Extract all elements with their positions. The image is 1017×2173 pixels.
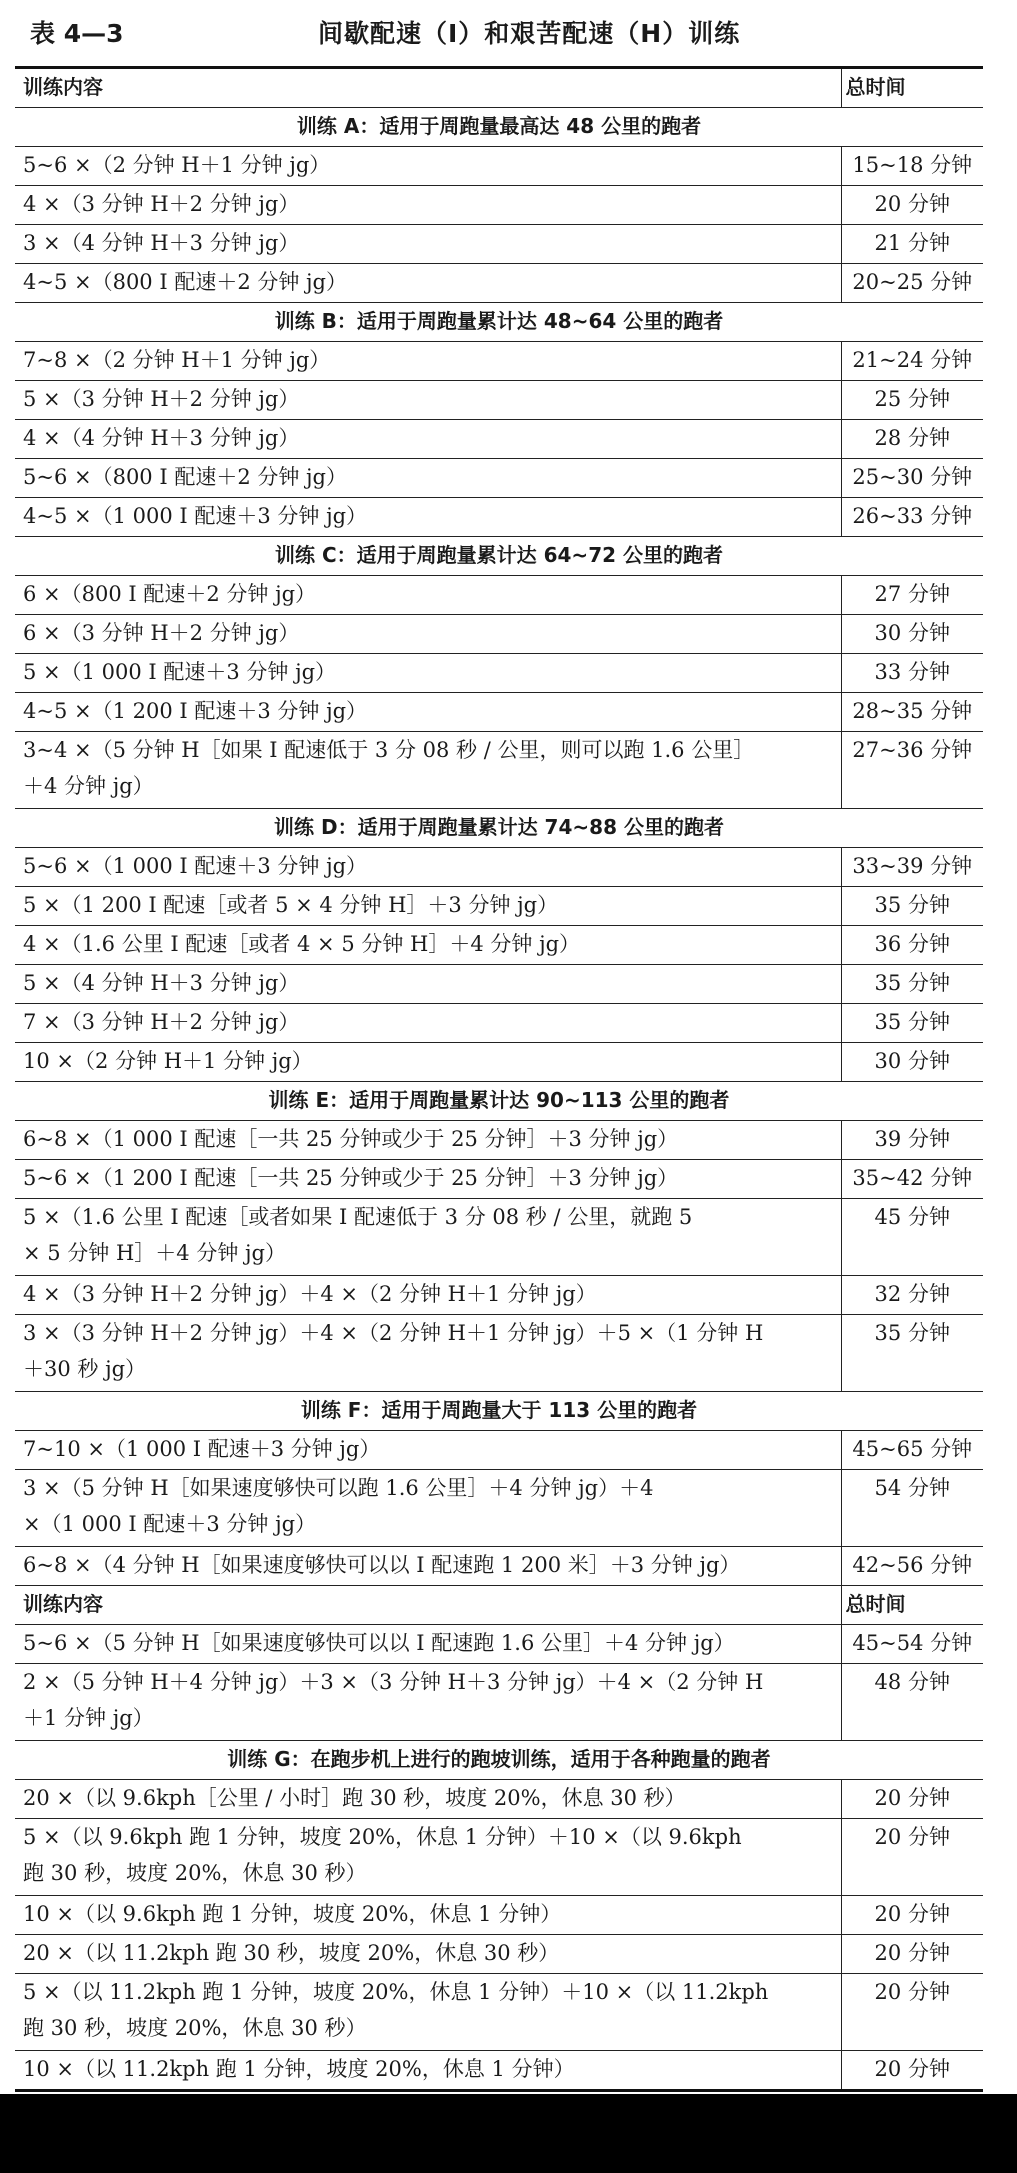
training-content: 5 ×（以 11.2kph 跑 1 分钟，坡度 20%，休息 1 分钟）＋10 ×（以 11.2kph — [23, 1980, 769, 2004]
table-row — [15, 420, 983, 459]
training-content-continued: ＋4 分钟 jg） — [23, 774, 154, 798]
training-content-cell — [15, 848, 841, 887]
table-row — [15, 2051, 983, 2091]
table-number: 表 4—3 — [30, 19, 124, 48]
total-time: 30 分钟 — [841, 1043, 983, 1082]
training-content-cell — [15, 965, 841, 1004]
training-content-cell — [15, 459, 841, 498]
training-content: 7 ×（3 分钟 H＋2 分钟 jg） — [23, 1010, 300, 1034]
group-title-row — [15, 1392, 983, 1431]
training-content: 5 ×（3 分钟 H＋2 分钟 jg） — [23, 387, 300, 411]
training-content-cell — [15, 654, 841, 693]
total-time: 45~54 分钟 — [841, 1625, 983, 1664]
total-time: 20 分钟 — [841, 1819, 983, 1896]
training-content-cell — [15, 1935, 841, 1974]
table-row — [15, 848, 983, 887]
repeated-header-row — [15, 1586, 983, 1625]
total-time: 21~24 分钟 — [841, 342, 983, 381]
total-time: 45~65 分钟 — [841, 1431, 983, 1470]
total-time: 30 分钟 — [841, 615, 983, 654]
group-title: 训练 A：适用于周跑量最高达 48 公里的跑者 — [15, 108, 983, 147]
training-content-cell — [15, 498, 841, 537]
training-content-cell — [15, 1004, 841, 1043]
training-content-continued: ×（1 000 I 配速＋3 分钟 jg） — [23, 1512, 317, 1536]
table-row — [15, 342, 983, 381]
training-content-cell — [15, 1121, 841, 1160]
training-content: 3~4 ×（5 分钟 H［如果 I 配速低于 3 分 08 秒 / 公里，则可以跑 1.6 公里］ — [23, 738, 755, 762]
table-row — [15, 1625, 983, 1664]
table-row — [15, 1199, 983, 1276]
total-time: 28~35 分钟 — [841, 693, 983, 732]
training-content: 5 ×（以 9.6kph 跑 1 分钟，坡度 20%，休息 1 分钟）＋10 ×（以 9.6kph — [23, 1825, 742, 1849]
training-content-cell — [15, 381, 841, 420]
total-time: 20~25 分钟 — [841, 264, 983, 303]
training-content: 3 ×（4 分钟 H＋3 分钟 jg） — [23, 231, 300, 255]
total-time: 20 分钟 — [841, 2051, 983, 2091]
total-time: 25 分钟 — [841, 381, 983, 420]
training-content-continued: ＋1 分钟 jg） — [23, 1706, 154, 1730]
table-row — [15, 1664, 983, 1741]
training-content-cell — [15, 693, 841, 732]
training-content-cell — [15, 1625, 841, 1664]
training-content: 10 ×（2 分钟 H＋1 分钟 jg） — [23, 1049, 313, 1073]
table-row — [15, 1470, 983, 1547]
training-content: 10 ×（以 9.6kph 跑 1 分钟，坡度 20%，休息 1 分钟） — [23, 1902, 562, 1926]
training-content-cell — [15, 1315, 841, 1392]
table-row — [15, 1780, 983, 1819]
total-time: 33~39 分钟 — [841, 848, 983, 887]
training-content-cell — [15, 1276, 841, 1315]
group-title: 训练 E：适用于周跑量累计达 90~113 公里的跑者 — [15, 1082, 983, 1121]
training-content-cell — [15, 576, 841, 615]
total-time: 25~30 分钟 — [841, 459, 983, 498]
total-time: 35 分钟 — [841, 1004, 983, 1043]
group-title-row — [15, 1741, 983, 1780]
header-content: 训练内容 — [15, 1586, 841, 1625]
training-content: 5~6 ×（5 分钟 H［如果速度够快可以以 I 配速跑 1.6 公里］＋4 分钟 jg） — [23, 1631, 735, 1655]
training-content: 5~6 ×（800 I 配速＋2 分钟 jg） — [23, 465, 347, 489]
training-content-cell — [15, 2051, 841, 2091]
training-content-continued: 跑 30 秒，坡度 20%，休息 30 秒） — [23, 1861, 367, 1885]
header-time: 总时间 — [841, 1586, 983, 1625]
table-row — [15, 459, 983, 498]
training-content-cell — [15, 342, 841, 381]
table-row — [15, 1819, 983, 1896]
total-time: 36 分钟 — [841, 926, 983, 965]
training-table-body — [15, 68, 983, 2091]
training-content: 6~8 ×（4 分钟 H［如果速度够快可以以 I 配速跑 1 200 米］＋3 分钟 jg） — [23, 1553, 741, 1577]
table-caption — [0, 0, 1017, 62]
table-row — [15, 147, 983, 186]
table-row — [15, 1431, 983, 1470]
training-content-cell — [15, 1431, 841, 1470]
total-time: 20 分钟 — [841, 1935, 983, 1974]
training-content-cell — [15, 1896, 841, 1935]
total-time: 20 分钟 — [841, 186, 983, 225]
total-time: 35 分钟 — [841, 965, 983, 1004]
training-content-continued: × 5 分钟 H］＋4 分钟 jg） — [23, 1241, 286, 1265]
total-time: 20 分钟 — [841, 1780, 983, 1819]
training-content-cell — [15, 1974, 841, 2051]
training-content-cell — [15, 1043, 841, 1082]
table-row — [15, 965, 983, 1004]
training-content: 4 ×（1.6 公里 I 配速［或者 4 × 5 分钟 H］＋4 分钟 jg） — [23, 932, 581, 956]
total-time: 33 分钟 — [841, 654, 983, 693]
total-time: 27 分钟 — [841, 576, 983, 615]
training-content: 5 ×（1.6 公里 I 配速［或者如果 I 配速低于 3 分 08 秒 / 公里，就跑 5 — [23, 1205, 693, 1229]
training-content-cell — [15, 887, 841, 926]
table-row — [15, 498, 983, 537]
training-content: 7~10 ×（1 000 I 配速＋3 分钟 jg） — [23, 1437, 381, 1461]
training-content: 4 ×（3 分钟 H＋2 分钟 jg） — [23, 192, 300, 216]
group-title: 训练 G：在跑步机上进行的跑坡训练，适用于各种跑量的跑者 — [15, 1741, 983, 1780]
total-time: 35 分钟 — [841, 1315, 983, 1392]
training-content: 5~6 ×（1 000 I 配速＋3 分钟 jg） — [23, 854, 368, 878]
bottom-black-bar — [0, 2094, 1017, 2173]
table-row — [15, 576, 983, 615]
table-row — [15, 1121, 983, 1160]
total-time: 20 分钟 — [841, 1974, 983, 2051]
training-content: 5~6 ×（2 分钟 H＋1 分钟 jg） — [23, 153, 331, 177]
table-row — [15, 1276, 983, 1315]
training-content: 5~6 ×（1 200 I 配速［一共 25 分钟或少于 25 分钟］＋3 分钟 jg） — [23, 1166, 679, 1190]
training-content-cell — [15, 1664, 841, 1741]
training-content-continued: 跑 30 秒，坡度 20%，休息 30 秒） — [23, 2016, 367, 2040]
group-title-row — [15, 108, 983, 147]
training-content-cell — [15, 225, 841, 264]
training-content: 4~5 ×（1 000 I 配速＋3 分钟 jg） — [23, 504, 368, 528]
training-content: 3 ×（5 分钟 H［如果速度够快可以跑 1.6 公里］＋4 分钟 jg）＋4 — [23, 1476, 654, 1500]
training-content-cell — [15, 1819, 841, 1896]
table-title: 间歇配速（I）和艰苦配速（H）训练 — [318, 19, 741, 48]
table-row — [15, 1315, 983, 1392]
table-row — [15, 887, 983, 926]
training-content: 2 ×（5 分钟 H＋4 分钟 jg）＋3 ×（3 分钟 H＋3 分钟 jg）＋4 ×（2 分钟 H — [23, 1670, 764, 1694]
training-content-cell — [15, 264, 841, 303]
training-content: 20 ×（以 11.2kph 跑 30 秒，坡度 20%，休息 30 秒） — [23, 1941, 560, 1965]
training-content: 4~5 ×（800 I 配速＋2 分钟 jg） — [23, 270, 347, 294]
group-title: 训练 F：适用于周跑量大于 113 公里的跑者 — [15, 1392, 983, 1431]
group-title: 训练 C：适用于周跑量累计达 64~72 公里的跑者 — [15, 537, 983, 576]
table-row — [15, 1160, 983, 1199]
training-content: 4 ×（3 分钟 H＋2 分钟 jg）＋4 ×（2 分钟 H＋1 分钟 jg） — [23, 1282, 597, 1306]
group-title-row — [15, 303, 983, 342]
table-row — [15, 1974, 983, 2051]
total-time: 39 分钟 — [841, 1121, 983, 1160]
table-row — [15, 1547, 983, 1586]
total-time: 15~18 分钟 — [841, 147, 983, 186]
table-row — [15, 615, 983, 654]
training-content-cell — [15, 926, 841, 965]
table-row — [15, 1004, 983, 1043]
header-content: 训练内容 — [15, 68, 841, 108]
total-time: 35 分钟 — [841, 887, 983, 926]
total-time: 45 分钟 — [841, 1199, 983, 1276]
table-row — [15, 1935, 983, 1974]
total-time: 48 分钟 — [841, 1664, 983, 1741]
table-row — [15, 186, 983, 225]
total-time: 35~42 分钟 — [841, 1160, 983, 1199]
training-content: 5 ×（1 000 I 配速＋3 分钟 jg） — [23, 660, 337, 684]
training-content-cell — [15, 1547, 841, 1586]
training-content-cell — [15, 1780, 841, 1819]
training-table — [15, 66, 983, 2092]
training-content-cell — [15, 186, 841, 225]
training-content-cell — [15, 1199, 841, 1276]
training-content: 6~8 ×（1 000 I 配速［一共 25 分钟或少于 25 分钟］＋3 分钟 jg） — [23, 1127, 679, 1151]
table-header-row — [15, 68, 983, 108]
table-row — [15, 693, 983, 732]
group-title-row — [15, 1082, 983, 1121]
table-row — [15, 654, 983, 693]
group-title: 训练 D：适用于周跑量累计达 74~88 公里的跑者 — [15, 809, 983, 848]
training-content: 5 ×（4 分钟 H＋3 分钟 jg） — [23, 971, 300, 995]
table-row — [15, 1043, 983, 1082]
training-content-continued: ＋30 秒 jg） — [23, 1357, 147, 1381]
group-title-row — [15, 537, 983, 576]
training-content-cell — [15, 1470, 841, 1547]
training-content: 10 ×（以 11.2kph 跑 1 分钟，坡度 20%，休息 1 分钟） — [23, 2057, 575, 2081]
training-content: 6 ×（3 分钟 H＋2 分钟 jg） — [23, 621, 300, 645]
training-content-cell — [15, 420, 841, 459]
training-content: 4 ×（4 分钟 H＋3 分钟 jg） — [23, 426, 300, 450]
training-content: 3 ×（3 分钟 H＋2 分钟 jg）＋4 ×（2 分钟 H＋1 分钟 jg）＋5 ×（1 分钟 H — [23, 1321, 764, 1345]
total-time: 28 分钟 — [841, 420, 983, 459]
table-row — [15, 732, 983, 809]
training-content: 6 ×（800 I 配速＋2 分钟 jg） — [23, 582, 317, 606]
training-content: 4~5 ×（1 200 I 配速＋3 分钟 jg） — [23, 699, 368, 723]
table-row — [15, 381, 983, 420]
total-time: 26~33 分钟 — [841, 498, 983, 537]
training-content: 20 ×（以 9.6kph［公里 / 小时］跑 30 秒，坡度 20%，休息 30 秒） — [23, 1786, 686, 1810]
training-content-cell — [15, 1160, 841, 1199]
total-time: 21 分钟 — [841, 225, 983, 264]
total-time: 20 分钟 — [841, 1896, 983, 1935]
training-content: 5 ×（1 200 I 配速［或者 5 × 4 分钟 H］＋3 分钟 jg） — [23, 893, 559, 917]
header-time: 总时间 — [841, 68, 983, 108]
group-title-row — [15, 809, 983, 848]
group-title: 训练 B：适用于周跑量累计达 48~64 公里的跑者 — [15, 303, 983, 342]
training-content-cell — [15, 615, 841, 654]
total-time: 32 分钟 — [841, 1276, 983, 1315]
total-time: 54 分钟 — [841, 1470, 983, 1547]
table-row — [15, 926, 983, 965]
table-row — [15, 264, 983, 303]
total-time: 42~56 分钟 — [841, 1547, 983, 1586]
table-row — [15, 225, 983, 264]
training-content-cell — [15, 732, 841, 809]
total-time: 27~36 分钟 — [841, 732, 983, 809]
training-content-cell — [15, 147, 841, 186]
table-row — [15, 1896, 983, 1935]
training-content: 7~8 ×（2 分钟 H＋1 分钟 jg） — [23, 348, 331, 372]
